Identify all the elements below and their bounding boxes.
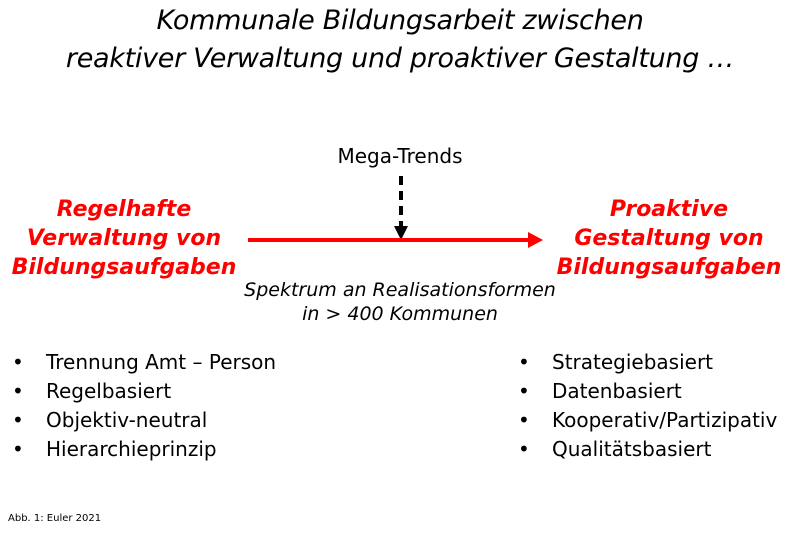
list-item: • Qualitätsbasiert <box>512 435 777 464</box>
mega-trends-arrowhead <box>394 226 408 240</box>
left-pole-line-2: Verwaltung von <box>26 226 222 251</box>
spectrum-line-1: Spektrum an Realisationsformen <box>244 279 556 301</box>
figure-caption: Abb. 1: Euler 2021 <box>8 513 102 524</box>
list-item: • Strategiebasiert <box>512 348 777 377</box>
list-item: • Kooperativ/Partizipativ <box>512 406 777 435</box>
list-item: • Regelbasiert <box>6 377 276 406</box>
mega-trends-label: Mega-Trends <box>337 144 463 168</box>
list-item: • Trennung Amt – Person <box>6 348 276 377</box>
spectrum-label <box>200 278 600 326</box>
left-pole-line-3: Bildungsaufgaben <box>11 255 237 280</box>
right-pole-line-1: Proaktive <box>609 197 729 222</box>
spectrum-line-2: in > 400 Kommunen <box>302 303 498 325</box>
right-pole-line-3: Bildungsaufgaben <box>556 255 782 280</box>
right-bullet-list <box>512 348 777 464</box>
left-pole-line-1: Regelhafte <box>56 197 192 222</box>
title-line-2: reaktiver Verwaltung und proaktiver Gestaltung … <box>65 43 735 74</box>
list-item: • Hierarchieprinzip <box>6 435 276 464</box>
list-item: • Objektiv-neutral <box>6 406 276 435</box>
title-line-1: Kommunale Bildungsarbeit zwischen <box>156 5 644 36</box>
list-item: • Datenbasiert <box>512 377 777 406</box>
right-pole-label <box>538 195 800 282</box>
right-pole-line-2: Gestaltung von <box>574 226 764 251</box>
left-bullet-list <box>6 348 276 464</box>
left-pole-label <box>0 195 248 282</box>
